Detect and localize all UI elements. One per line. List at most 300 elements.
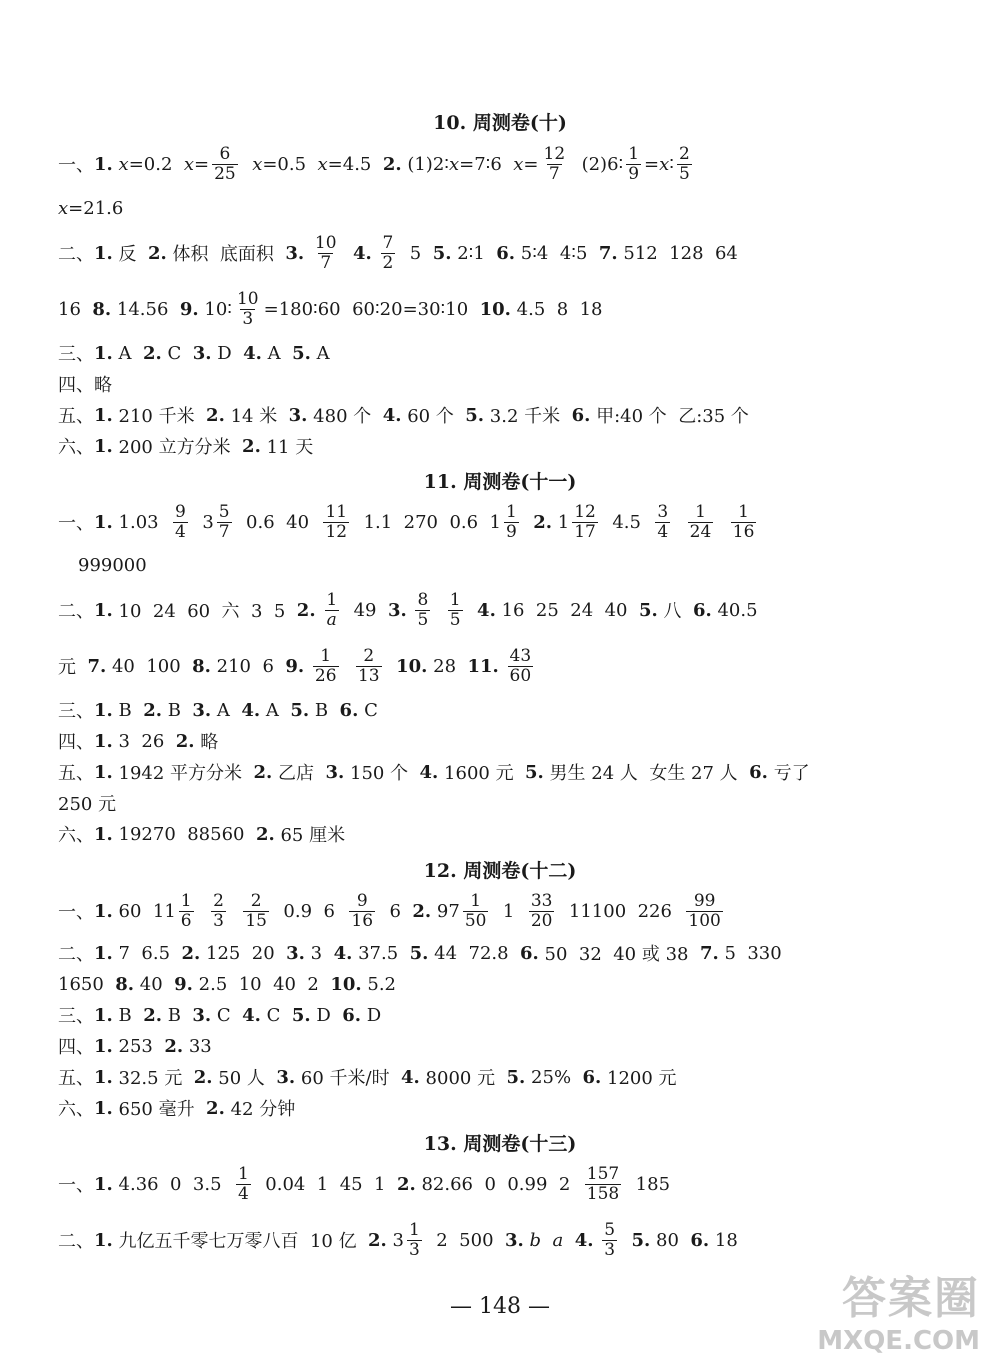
answer-text: C xyxy=(161,342,193,364)
answer-text xyxy=(229,901,240,922)
question-number: 2. xyxy=(142,342,162,364)
fraction-numerator: 1 xyxy=(409,1219,420,1240)
fraction-numerator: 1 xyxy=(320,645,332,666)
answer-line xyxy=(58,788,116,818)
answer-text: 5.2 xyxy=(361,973,397,995)
answer-text: 480 个 xyxy=(307,406,383,427)
fraction-denominator: 4 xyxy=(175,521,186,542)
answer-text: 4.5 8 18 xyxy=(510,298,603,320)
variable: x xyxy=(183,153,194,175)
fraction-denominator: 2 xyxy=(382,252,394,273)
question-number: 4. xyxy=(241,699,261,721)
answer-text: =0.2 xyxy=(128,153,184,175)
answer-text: 四、 xyxy=(58,732,94,753)
fraction-numerator: 1 xyxy=(180,890,192,911)
question-number: 2. xyxy=(206,1097,225,1119)
answer-line xyxy=(58,400,749,430)
question-number: 1. xyxy=(94,153,113,175)
question-number: 2. xyxy=(143,699,162,721)
answer-text: (1)2∶ xyxy=(401,153,449,175)
answer-text: = xyxy=(194,153,210,175)
answer-text: A xyxy=(211,699,242,721)
answer-text: 1 xyxy=(552,511,570,533)
answer-text: 40 100 xyxy=(106,655,193,677)
answer-text: 16 25 24 40 xyxy=(495,599,639,621)
answer-text xyxy=(522,512,533,533)
question-number: 2. xyxy=(206,404,225,426)
fraction-denominator: 16 xyxy=(351,910,374,931)
fraction-numerator: 1 xyxy=(238,1163,249,1184)
question-number: 2. xyxy=(396,1173,416,1195)
answer-text: 3 xyxy=(304,942,334,964)
question-number: 9. xyxy=(174,973,193,995)
fraction-denominator: 9 xyxy=(628,163,640,184)
fraction-denominator: 50 xyxy=(464,910,487,931)
question-number: 5. xyxy=(525,761,544,783)
fraction-numerator: 12 xyxy=(543,143,566,164)
answer-text: 37.5 xyxy=(352,942,410,964)
answer-text: C xyxy=(211,1004,243,1026)
question-number: 2. xyxy=(164,1035,184,1057)
fraction xyxy=(349,892,375,931)
answer-text: 7 6.5 xyxy=(112,942,182,964)
answer-text xyxy=(593,1230,599,1251)
fraction-denominator: 15 xyxy=(245,910,267,931)
fraction-denominator: 9 xyxy=(505,521,517,542)
answer-text: 3.2 千米 xyxy=(484,406,572,427)
answer-text: 三、 xyxy=(58,344,94,365)
question-number: 1. xyxy=(94,1035,113,1057)
question-number: 10. xyxy=(396,655,428,677)
answer-text: C xyxy=(358,699,378,721)
question-number: 2. xyxy=(412,900,432,922)
answer-line xyxy=(58,637,536,695)
variable: x xyxy=(513,153,524,175)
question-number: 4. xyxy=(401,1066,420,1088)
answer-text: 1650 xyxy=(58,973,116,995)
answer-text: 65 厘米 xyxy=(274,825,346,846)
answer-text xyxy=(673,512,684,533)
answer-text: 650 毫升 xyxy=(112,1099,207,1120)
question-number: 4. xyxy=(477,599,496,621)
fraction-denominator: 17 xyxy=(574,521,596,542)
answer-text: =7∶6 xyxy=(459,153,514,175)
answer-text xyxy=(241,154,252,175)
fraction xyxy=(211,892,226,931)
answer-text: 5 xyxy=(398,242,433,264)
fraction-numerator: 1 xyxy=(738,501,749,522)
answer-line xyxy=(58,581,758,639)
answer-text: 八 xyxy=(657,601,693,622)
question-number: 1. xyxy=(94,511,113,533)
question-number: 1. xyxy=(94,900,113,922)
answer-text: 一、 xyxy=(58,902,94,923)
answer-line xyxy=(58,695,378,725)
fraction-numerator: 7 xyxy=(382,232,394,253)
page-number: — 148 — xyxy=(450,1294,550,1319)
question-number: 4. xyxy=(333,942,353,964)
fraction-numerator: 12 xyxy=(574,501,596,522)
answer-text: 11 天 xyxy=(260,437,314,458)
question-number: 3. xyxy=(286,942,305,964)
answer-text: 40 xyxy=(134,973,175,995)
question-number: 1. xyxy=(94,404,113,426)
fraction-numerator: 2 xyxy=(363,645,375,666)
fraction-denominator: 12 xyxy=(325,521,348,542)
answer-text: =0.5 xyxy=(262,153,318,175)
fraction-numerator: 1 xyxy=(470,890,482,911)
fraction xyxy=(356,647,382,686)
answer-text: 49 xyxy=(342,599,388,621)
fraction xyxy=(448,591,463,630)
answer-text: 60 11 xyxy=(112,900,176,922)
answer-text: A xyxy=(261,342,293,364)
fraction-denominator: 24 xyxy=(689,521,712,542)
question-number: 6. xyxy=(692,599,712,621)
variable: a xyxy=(552,1229,564,1251)
fraction xyxy=(463,892,489,931)
question-number: 5. xyxy=(465,404,485,426)
question-number: 6. xyxy=(582,1066,602,1088)
answer-text: A xyxy=(310,342,330,364)
answer-line xyxy=(58,1031,212,1061)
answer-text xyxy=(499,656,505,677)
answer-text: 3 26 xyxy=(112,730,176,752)
question-number: 2. xyxy=(242,435,261,457)
answer-text: 1942 平方分米 xyxy=(112,763,254,784)
question-number: 8. xyxy=(92,298,112,320)
variable: x xyxy=(448,153,460,175)
fraction-denominator: 7 xyxy=(320,252,332,273)
answer-text: A xyxy=(112,342,143,364)
question-number: 2. xyxy=(147,242,167,264)
answer-text: 五、 xyxy=(58,1068,94,1089)
variable: x xyxy=(659,153,670,175)
question-number: 9. xyxy=(179,298,199,320)
section-title-12: 12. 周测卷(十二) xyxy=(423,860,577,882)
question-number: 7. xyxy=(699,942,719,964)
answer-text: 二、 xyxy=(58,1231,94,1252)
question-number: 10. xyxy=(479,298,511,320)
answer-text: 5∶4 4∶5 xyxy=(515,242,599,264)
answer-text: 19270 88560 xyxy=(112,823,256,845)
answer-text: 253 xyxy=(112,1035,165,1057)
question-number: 1. xyxy=(94,342,113,364)
question-number: 5. xyxy=(506,1066,526,1088)
fraction-denominator: 16 xyxy=(732,521,755,542)
answer-text: 16 xyxy=(58,298,93,320)
answer-line xyxy=(58,224,738,282)
answer-text: 10 24 60 六 3 5 xyxy=(112,601,297,622)
answer-text: 男生 24 人 女生 27 人 xyxy=(543,763,750,784)
watermark-title: 答案圈 xyxy=(842,1273,980,1324)
answer-text: 1600 元 xyxy=(438,763,526,784)
answer-text: 80 xyxy=(650,1229,691,1251)
question-number: 1. xyxy=(94,1066,113,1088)
answer-text: =21.6 xyxy=(68,197,124,219)
answer-text: 一、 xyxy=(58,1175,94,1196)
answer-text xyxy=(304,243,310,264)
answer-text: 4.5 xyxy=(600,511,653,533)
answer-text: 甲:40 个 乙:35 个 xyxy=(590,406,749,427)
question-number: 3. xyxy=(504,1229,524,1251)
answer-text: 150 个 xyxy=(344,763,420,784)
fraction-denominator: 20 xyxy=(530,910,553,931)
answer-text xyxy=(385,656,396,677)
fraction xyxy=(323,503,349,542)
answer-text: 999000 xyxy=(78,554,147,576)
answer-text: 14.56 xyxy=(111,298,180,320)
fraction-denominator: 4 xyxy=(238,1183,249,1204)
fraction-numerator: 43 xyxy=(509,645,532,666)
question-number: 5. xyxy=(290,699,310,721)
fraction-numerator: 1 xyxy=(326,589,338,610)
question-number: 1. xyxy=(94,1229,113,1251)
watermark-url: MXQE.COM xyxy=(817,1326,980,1356)
answer-text: 六、 xyxy=(58,437,94,458)
answer-text: 250 元 xyxy=(58,794,117,815)
question-number: 1. xyxy=(94,242,113,264)
fraction xyxy=(504,503,519,542)
fraction-denominator: 100 xyxy=(688,910,721,931)
answer-text: 10∶ xyxy=(198,298,232,320)
answer-text: 5 330 xyxy=(718,942,782,964)
answer-text: 14 米 xyxy=(224,406,289,427)
answer-text: 略 xyxy=(194,732,219,753)
question-number: 2. xyxy=(181,942,201,964)
fraction-numerator: 3 xyxy=(657,501,669,522)
answer-line xyxy=(58,135,695,193)
answer-line xyxy=(58,938,782,968)
fraction-numerator: 9 xyxy=(356,890,368,911)
answer-line xyxy=(58,1155,670,1213)
answer-text: 97 xyxy=(431,900,460,922)
question-number: 1. xyxy=(94,1173,113,1195)
question-number: 1. xyxy=(94,1097,113,1119)
answer-text xyxy=(316,600,322,621)
answer-line xyxy=(58,431,313,461)
answer-text: 九亿五千零七万零八百 10 亿 xyxy=(112,1231,369,1252)
fraction-numerator: 99 xyxy=(693,890,716,911)
fraction xyxy=(602,1221,617,1260)
answer-text: 四、略 xyxy=(58,375,112,396)
answer-text: 2.5 10 40 2 xyxy=(192,973,331,995)
answer-text xyxy=(304,656,310,677)
answer-line xyxy=(58,369,112,399)
section-title-13: 13. 周测卷(十三) xyxy=(423,1133,577,1155)
answer-text: 28 xyxy=(427,655,468,677)
answer-text: 一、 xyxy=(58,513,94,534)
question-number: 4. xyxy=(242,1004,261,1026)
question-number: 2. xyxy=(255,823,275,845)
fraction-numerator: 2 xyxy=(250,890,262,911)
fraction-denominator: 13 xyxy=(357,665,380,686)
question-number: 2. xyxy=(193,1066,213,1088)
answer-text: 四、 xyxy=(58,1037,94,1058)
answer-line xyxy=(78,550,147,580)
answer-text: 44 72.8 xyxy=(428,942,521,964)
answer-text: 1.1 270 0.6 1 xyxy=(352,511,501,533)
answer-text: 185 xyxy=(624,1173,671,1195)
question-number: 3. xyxy=(276,1066,296,1088)
fraction-numerator: 9 xyxy=(175,501,186,522)
answer-text: 二、 xyxy=(58,601,94,622)
variable: x xyxy=(317,153,328,175)
answer-line xyxy=(58,882,726,940)
fraction-numerator: 10 xyxy=(236,288,259,309)
answer-text: 50 32 40 或 38 xyxy=(538,944,700,965)
fraction-numerator: 5 xyxy=(218,501,230,522)
fraction-denominator: 26 xyxy=(314,665,337,686)
variable: b xyxy=(529,1229,542,1251)
answer-line xyxy=(58,338,330,368)
fraction-denominator: 5 xyxy=(417,609,429,630)
answer-text xyxy=(342,656,353,677)
variable: x xyxy=(58,197,69,219)
fraction-numerator: 6 xyxy=(219,143,231,164)
answer-text: 二、 xyxy=(58,944,94,965)
fraction-denominator: 3 xyxy=(213,910,224,931)
fraction xyxy=(626,145,641,184)
fraction-numerator: 11 xyxy=(325,501,348,522)
answer-text xyxy=(342,243,353,264)
answer-text: A xyxy=(260,699,291,721)
question-number: 2. xyxy=(296,599,316,621)
fraction-numerator: 8 xyxy=(417,589,429,610)
question-number: 3. xyxy=(387,599,407,621)
fraction xyxy=(407,1221,422,1260)
answer-text: 1.03 xyxy=(112,511,171,533)
question-number: 1. xyxy=(94,823,113,845)
question-number: 3. xyxy=(192,342,212,364)
answer-text: B xyxy=(162,1004,193,1026)
answer-text: 60 个 xyxy=(401,406,466,427)
question-number: 2. xyxy=(368,1229,387,1251)
question-number: 11. xyxy=(467,655,499,677)
question-number: 2. xyxy=(533,511,553,533)
answer-text: 三、 xyxy=(58,701,94,722)
fraction-denominator: 7 xyxy=(218,521,230,542)
fraction xyxy=(508,647,534,686)
answer-text: 210 6 xyxy=(210,655,286,677)
answer-text: 体积 底面积 xyxy=(166,244,286,265)
fraction-numerator: 1 xyxy=(449,589,461,610)
answer-line xyxy=(58,969,396,999)
answer-text xyxy=(407,600,413,621)
question-number: 8. xyxy=(115,973,135,995)
question-number: 6. xyxy=(520,942,539,964)
question-number: 6. xyxy=(571,404,591,426)
question-number: 5. xyxy=(292,342,311,364)
answer-text: 8000 元 xyxy=(419,1068,507,1089)
fraction-denominator: 25 xyxy=(214,163,236,184)
answer-text xyxy=(466,600,477,621)
fraction xyxy=(313,647,339,686)
answer-text: 一、 xyxy=(58,155,94,176)
answer-text: B xyxy=(309,699,340,721)
answer-text: 3 xyxy=(386,1229,405,1251)
answer-text: 五、 xyxy=(58,406,94,427)
fraction-numerator: 1 xyxy=(628,143,640,164)
fraction xyxy=(236,1165,251,1204)
answer-text: 0.9 6 xyxy=(271,900,347,922)
question-number: 5. xyxy=(432,242,452,264)
question-number: 1. xyxy=(94,730,113,752)
question-number: 1. xyxy=(94,435,113,457)
answer-text: 125 20 xyxy=(200,942,287,964)
answer-text: 11100 226 xyxy=(557,900,684,922)
answer-text xyxy=(433,600,444,621)
answer-text: 50 人 xyxy=(212,1068,277,1089)
fraction xyxy=(381,234,396,273)
question-number: 2. xyxy=(175,730,195,752)
fraction xyxy=(585,1165,621,1204)
question-number: 1. xyxy=(94,699,113,721)
answer-line xyxy=(58,280,603,338)
answer-line xyxy=(58,1093,295,1123)
fraction-numerator: 2 xyxy=(213,890,224,911)
answer-text: 82.66 0 0.99 2 xyxy=(415,1173,582,1195)
question-number: 5. xyxy=(638,599,658,621)
question-number: 4. xyxy=(243,342,262,364)
fraction-numerator: 5 xyxy=(604,1219,616,1240)
answer-text: C xyxy=(260,1004,292,1026)
answer-text: 元 xyxy=(58,657,88,678)
answer-text xyxy=(620,1230,631,1251)
fraction xyxy=(173,503,188,542)
question-number: 3. xyxy=(192,699,212,721)
fraction xyxy=(688,503,714,542)
fraction-denominator: 3 xyxy=(242,308,254,329)
question-number: 3. xyxy=(325,761,345,783)
answer-text: 亏了 xyxy=(767,763,810,784)
fraction xyxy=(179,892,194,931)
variable: x xyxy=(252,153,263,175)
question-number: 6. xyxy=(342,1004,362,1026)
answer-text: B xyxy=(112,699,144,721)
question-number: 6. xyxy=(496,242,516,264)
fraction-denominator: 5 xyxy=(449,609,461,630)
question-number: 4. xyxy=(382,404,402,426)
answer-text: 六、 xyxy=(58,1099,94,1120)
fraction xyxy=(572,503,598,542)
fraction-denominator: 3 xyxy=(409,1239,420,1260)
answer-text: (2)6∶ xyxy=(570,153,624,175)
answer-text: 五、 xyxy=(58,763,94,784)
answer-line xyxy=(58,1000,381,1030)
answer-text: 210 千米 xyxy=(112,406,207,427)
question-number: 4. xyxy=(574,1229,594,1251)
answer-text: = xyxy=(523,153,539,175)
fraction xyxy=(415,591,430,630)
question-number: 3. xyxy=(288,404,308,426)
fraction xyxy=(686,892,722,931)
question-number: 3. xyxy=(192,1004,212,1026)
fraction-denominator: 5 xyxy=(678,163,690,184)
question-number: 6. xyxy=(690,1229,710,1251)
fraction xyxy=(212,145,238,184)
fraction xyxy=(324,591,339,630)
question-number: 7. xyxy=(598,242,618,264)
question-number: 2. xyxy=(382,153,402,175)
answer-text: =180∶60 60∶20=30∶10 xyxy=(263,298,480,320)
fraction-numerator: 10 xyxy=(314,232,337,253)
fraction xyxy=(529,892,555,931)
question-number: 5. xyxy=(631,1229,651,1251)
fraction-numerator: 33 xyxy=(530,890,553,911)
answer-text: 3 xyxy=(190,511,214,533)
answer-text: 0.6 40 xyxy=(234,511,321,533)
